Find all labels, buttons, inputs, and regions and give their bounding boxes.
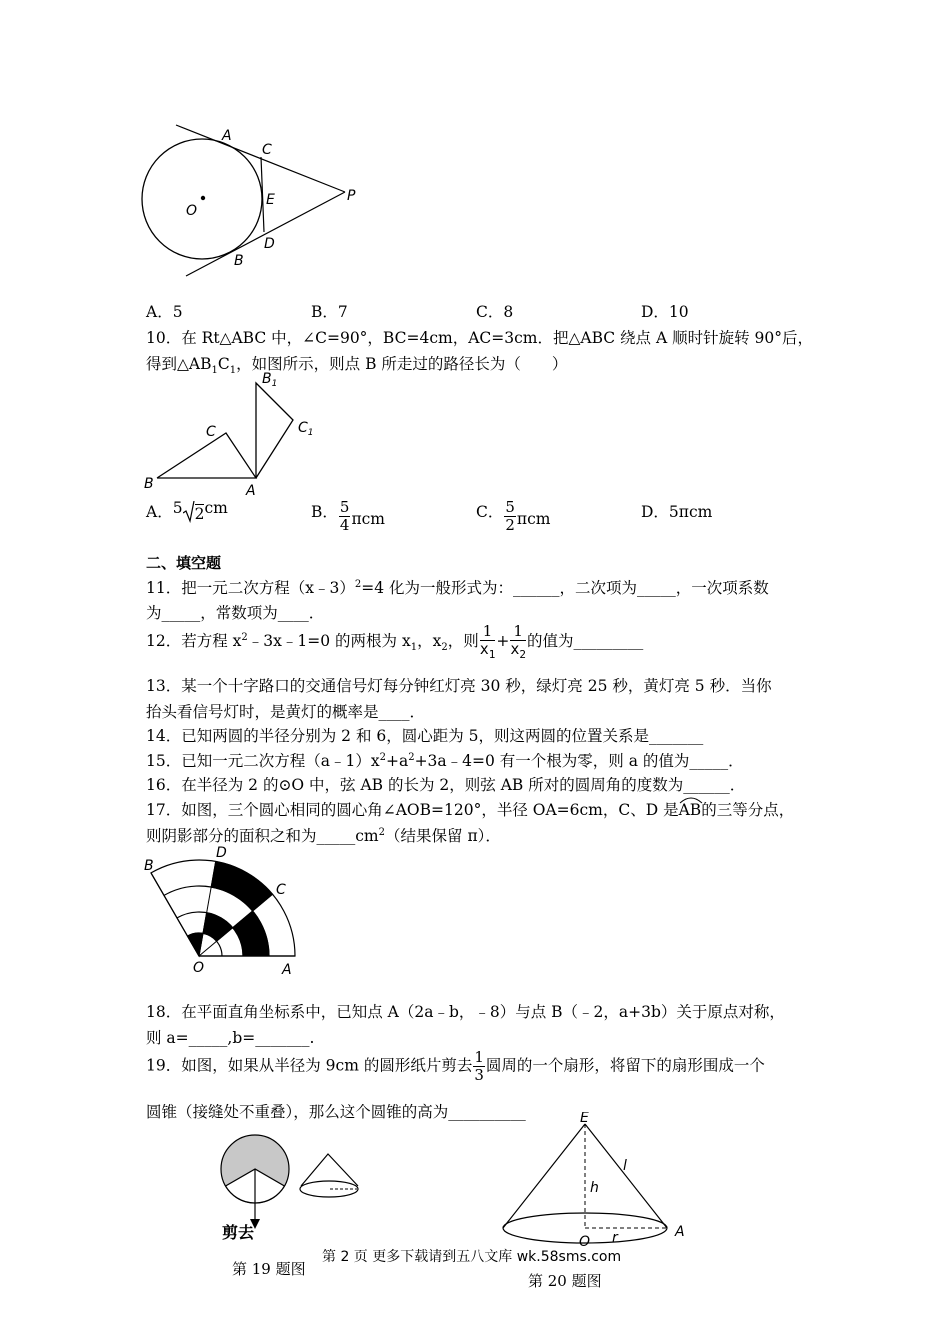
q9-option-a[interactable]: A．5 (146, 303, 183, 321)
q9-option-b[interactable]: B．7 (311, 303, 348, 321)
figure-q10 (140, 370, 330, 498)
q12-line: 12．若方程 $x^2﹣3x﹣1=0$ 的两根为 $x_1$，$x_2$，则 $\frac{1}{x_1}$ + $\frac{1}{x_2}$ 的值为_________ (146, 622, 644, 661)
label-b: B (144, 858, 154, 874)
label-c: C (206, 424, 216, 440)
figure-q17 (140, 842, 310, 982)
label-a: A (222, 128, 232, 144)
center-dot (201, 196, 205, 200)
q18-line2: 则 a=_____,b=_______. (146, 1029, 315, 1047)
arc-icon (679, 796, 703, 804)
q10-option-b[interactable]: B． $\frac{5}{4}$ πcm (311, 498, 386, 534)
section-heading: 二、填空题 (146, 554, 222, 572)
q16-line: 16．在半径为 2 的⊙O 中，弦 AB 的长为 2，则弦 AB 所对的圆周角的度数为______． (146, 776, 746, 794)
label-a: A (282, 962, 292, 978)
q10-option-c[interactable]: C． $\frac{5}{2}$ πcm (476, 498, 551, 534)
label-l: l (623, 1158, 627, 1174)
label-o: O (193, 960, 205, 976)
label-e: E (580, 1112, 589, 1126)
label-b: B (234, 253, 244, 269)
label-c1: $C_1$ (298, 420, 314, 438)
q19-line1: 19．如图，如果从半径为 9cm 的圆形纸片剪去 $\frac{1}{3}$ 圆周的一个扇形，将留下的扇形围成一个 (146, 1048, 765, 1084)
page-footer[interactable]: 第 2 页 更多下载请到五八文库 wk.58sms.com (322, 1249, 622, 1265)
label-e: E (266, 192, 275, 208)
label-c: C (276, 882, 286, 898)
q13-line1: 13．某一个十字路口的交通信号灯每分钟红灯亮 30 秒，绿灯亮 25 秒，黄灯亮 5 秒．当你 (146, 677, 772, 695)
label-d: D (264, 236, 275, 252)
cut-label: 剪去 (222, 1223, 255, 1242)
label-h: h (590, 1180, 599, 1196)
label-b: B (144, 476, 154, 492)
label-o: O (579, 1234, 591, 1250)
q9-option-d[interactable]: D．10 (641, 303, 689, 321)
q10-option-d[interactable]: D．5πcm (641, 503, 713, 521)
label-p: P (347, 188, 356, 204)
q17-line1: 17．如图，三个圆心相同的圆心角∠AOB=120°，半径 OA=6cm，C、D 是 AB的三等分点， (146, 798, 794, 820)
label-a: A (675, 1224, 685, 1240)
q14-line: 14．已知两圆的半径分别为 2 和 6，圆心距为 5，则这两圆的位置关系是_______ (146, 727, 704, 745)
label-b1: $B_1$ (262, 371, 278, 389)
q11-line1: 11．把一元二次方程（x﹣3）$^2$=4 化为一般形式为：______，二次项为_____，一次项系数 (146, 578, 769, 597)
q15-line: 15．已知一元二次方程$(a﹣1)x^2+a^2+3a﹣4=0$ 有一个根为零，则 a 的值为_____． (146, 751, 744, 770)
q13-line2: 抬头看信号灯时，是黄灯的概率是____． (146, 703, 426, 721)
figure-q9 (140, 120, 370, 290)
q10-line1: 10．在 Rt△ABC 中，∠C=90°，BC=4cm，AC=3cm．把△ABC 绕点 A 顺时针旋转 90°后， (146, 329, 814, 347)
label-d: D (216, 845, 227, 861)
label-r: r (612, 1230, 618, 1246)
label-o: O (186, 203, 198, 219)
q9-option-c[interactable]: C．8 (476, 303, 514, 321)
q10-option-a[interactable]: A．5 2cm (146, 499, 228, 523)
label-a: A (246, 483, 256, 498)
label-c: C (262, 142, 272, 158)
caption-fig20: 第 20 题图 (528, 1272, 602, 1290)
q19-line2: 圆锥（接缝处不重叠），那么这个圆锥的高为__________ (146, 1103, 526, 1121)
triangle-ab1c1 (256, 383, 293, 478)
q10-line2: 得到$\triangle AB_1C_1$，如图所示，则点 B 所走过的路径长为（ ） (146, 355, 568, 377)
q17-line2: 则阴影部分的面积之和为$\_\_\_\_\_cm^2$（结果保留 π）． (146, 826, 501, 845)
sqrt-icon (183, 501, 195, 523)
q11-line2: 为_____，常数项为____． (146, 604, 325, 622)
figure-q20 (495, 1112, 695, 1252)
q18-line1: 18．在平面直角坐标系中，已知点 A（2a﹣b，﹣8）与点 B（﹣2，a+3b）关于原点对称， (146, 1003, 785, 1021)
caption-fig19: 第 19 题图 (232, 1260, 306, 1278)
